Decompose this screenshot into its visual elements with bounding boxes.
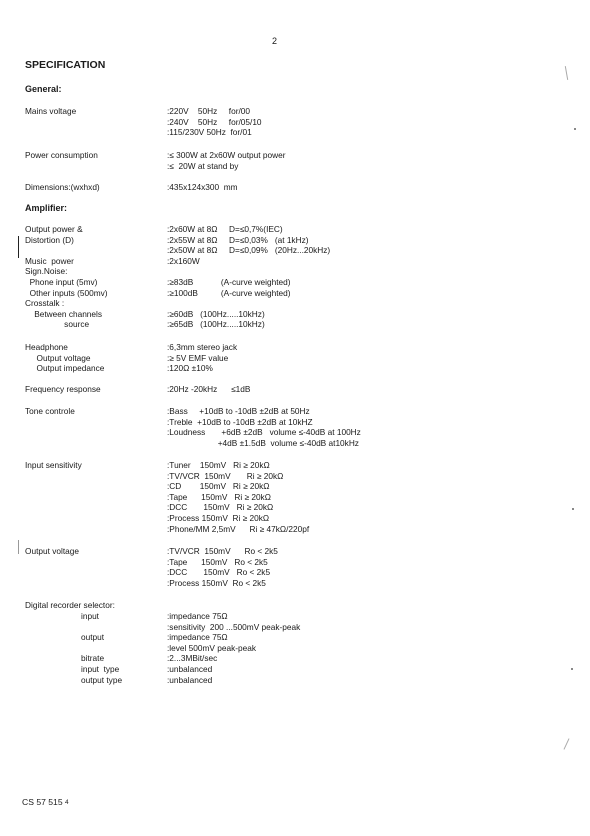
output-power-label: Output power & Distortion (D) Music power Sign.Noise: Phone input (5mv) Other inputs (500mv) Crosstalk : Between channels source bbox=[25, 224, 108, 330]
headphone-label: Headphone Output voltage Output impedance bbox=[25, 342, 105, 374]
tone-control-label: Tone controle bbox=[25, 406, 75, 416]
power-consumption-label: Power consumption bbox=[25, 150, 98, 160]
page-title: SPECIFICATION bbox=[25, 59, 106, 71]
headphone-value: :6,3mm stereo jack :≥ 5V EMF value :120Ω ±10% bbox=[167, 342, 238, 374]
scan-margin-mark bbox=[18, 540, 19, 554]
input-sensitivity-label: Input sensitivity bbox=[25, 460, 82, 470]
scan-speck bbox=[565, 66, 568, 80]
frequency-response-label: Frequency response bbox=[25, 384, 101, 394]
digital-recorder-label: Digital recorder selector: bbox=[25, 600, 115, 610]
tone-control-value: :Bass +10dB to -10dB ±2dB at 50Hz :Treble +10dB to -10dB ±2dB at 10kHZ :Loudness +6dB ±2dB volume ≤-40dB at 100Hz +4dB ±1.5dB volume ≤-40dB at10kHz bbox=[167, 406, 361, 448]
scan-speck bbox=[574, 128, 576, 130]
power-consumption-value: :≤ 300W at 2x60W output power :≤ 20W at stand by bbox=[167, 150, 286, 171]
dimensions-label: Dimensions:(wxhxd) bbox=[25, 182, 100, 192]
scan-margin-mark bbox=[18, 236, 19, 258]
output-power-value: :2x60W at 8Ω D=≤0,7%(IEC) :2x55W at 8Ω D=≤0,03% (at 1kHz) :2x50W at 8Ω D=≤0,09% (20Hz...20kHz) :2x160W :≥83dB (A-curve weighted) :≥100dB (A-curve weighted) :≥60dB (100Hz.....10kHz) :≥65dB (100Hz.....10kHz) bbox=[167, 224, 331, 330]
page-number: 2 bbox=[272, 36, 278, 46]
scan-speck bbox=[571, 668, 573, 670]
dimensions-value: :435x124x300 mm bbox=[167, 182, 238, 192]
document-code bbox=[22, 797, 69, 807]
document-code-number: CS 57 515 bbox=[22, 797, 63, 807]
digital-recorder-sublabels: input output bitrate input type output type bbox=[81, 611, 123, 685]
output-voltage-label: Output voltage bbox=[25, 546, 79, 556]
mains-voltage-label: Mains voltage bbox=[25, 106, 77, 116]
frequency-response-value: :20Hz -20kHz ≤1dB bbox=[167, 384, 251, 394]
input-sensitivity-value: :Tuner 150mV Ri ≥ 20kΩ :TV/VCR 150mV Ri ≥ 20kΩ :CD 150mV Ri ≥ 20kΩ :Tape 150mV Ri ≥ 20kΩ :DCC 150mV Ri ≥ 20kΩ :Process 150mV Ri ≥ 20kΩ :Phone/MM 2,5mV Ri ≥ 47kΩ/220pf bbox=[167, 460, 310, 534]
section-heading-amplifier: Amplifier: bbox=[25, 203, 68, 213]
section-heading-general: General: bbox=[25, 84, 62, 94]
digital-recorder-value: :impedance 75Ω :sensitivity 200 ...500mV peak-peak :impedance 75Ω :level 500mV peak-peak :2...3MBit/sec :unbalanced :unbalanced bbox=[167, 611, 301, 685]
document-code-suffix: 4 bbox=[65, 799, 69, 806]
scan-speck bbox=[572, 508, 574, 510]
scan-speck bbox=[564, 738, 570, 749]
output-voltage-value: :TV/VCR 150mV Ro < 2k5 :Tape 150mV Ro < 2k5 :DCC 150mV Ro < 2k5 :Process 150mV Ro < 2k5 bbox=[167, 546, 278, 588]
mains-voltage-value: :220V 50Hz for/00 :240V 50Hz for/05/10 :115/230V 50Hz for/01 bbox=[167, 106, 262, 138]
